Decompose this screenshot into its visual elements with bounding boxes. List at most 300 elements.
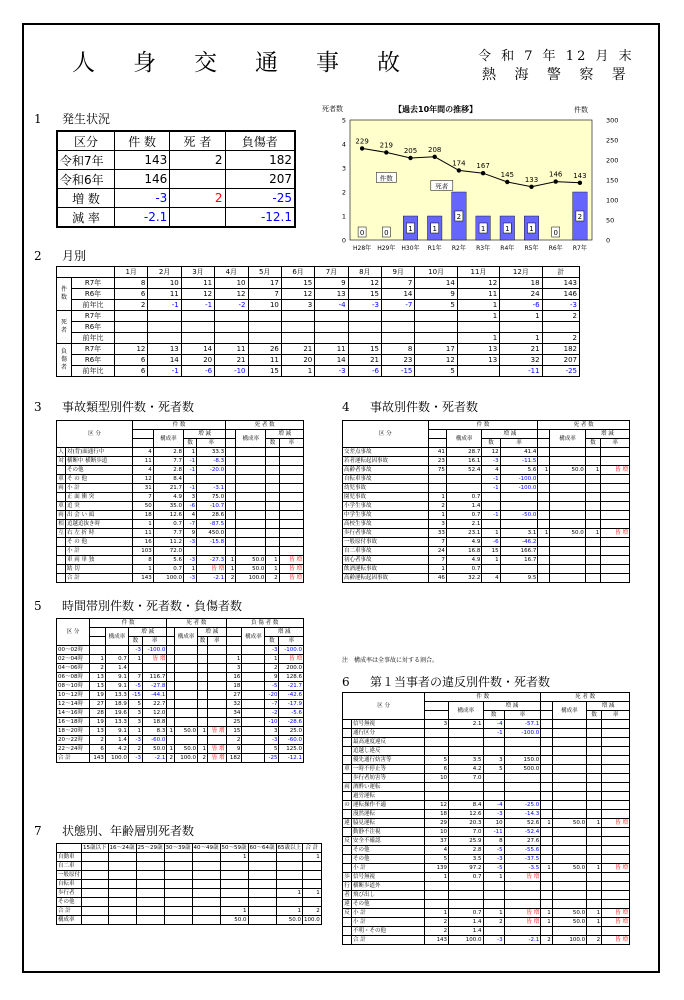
table-row — [343, 574, 630, 583]
cell: 16～24歳 — [109, 845, 135, 851]
cell — [197, 475, 226, 484]
cell: 1 — [457, 300, 499, 311]
cell — [281, 333, 314, 344]
cell — [220, 889, 248, 898]
cell: 13.3 — [105, 691, 128, 700]
cell — [585, 484, 601, 493]
cell — [108, 880, 136, 889]
cell — [248, 333, 281, 344]
cell: 小学生事故 — [343, 502, 429, 511]
cell: 500.0 — [504, 765, 541, 774]
cell: 4 — [132, 448, 153, 457]
cell — [483, 747, 504, 756]
cell: 18 — [425, 810, 449, 819]
cell — [538, 511, 550, 520]
cell: 率 — [279, 439, 303, 448]
cell: 50 — [132, 502, 153, 511]
cell: 15 — [248, 366, 281, 377]
table-row — [57, 493, 304, 502]
cell — [266, 547, 279, 556]
cell — [82, 853, 109, 862]
chart-title: 【過去10年間の推移】 — [394, 105, 478, 114]
cell: 50.0 — [550, 529, 586, 538]
cell — [89, 637, 105, 646]
cell: 率 — [142, 637, 166, 646]
cell: 1 — [541, 819, 552, 828]
cell — [82, 871, 109, 880]
cell — [538, 439, 550, 448]
cell: 2.8 — [449, 846, 483, 855]
cell: 3 — [281, 300, 314, 311]
cell: 対(背)面通行中 — [66, 448, 133, 457]
cell: 4.2 — [449, 765, 483, 774]
cell: -10 — [215, 366, 248, 377]
cell: -3 — [183, 574, 196, 583]
cell — [541, 738, 552, 747]
cell — [504, 738, 541, 747]
cell — [602, 891, 630, 900]
cell: 50.0 — [142, 745, 166, 754]
cell — [483, 783, 504, 792]
cell — [602, 882, 630, 891]
section-6-heading: 6 第１当事者の違反別件数・死者数 — [342, 675, 551, 689]
cell: 計 — [542, 267, 579, 278]
cases-point — [360, 146, 364, 150]
cell — [82, 889, 109, 898]
cell: -44.1 — [142, 691, 166, 700]
cell: 50～59歳 — [221, 845, 247, 851]
x-tick-label: H30年 — [401, 245, 420, 252]
cell: 7.0 — [449, 828, 483, 837]
cell: 一時不停止等 — [352, 765, 425, 774]
cell — [215, 333, 248, 344]
cell: 3 — [128, 709, 142, 718]
cell: 5月 — [248, 267, 281, 278]
cell: 37 — [425, 837, 449, 846]
cell — [226, 475, 236, 484]
cell — [585, 574, 601, 583]
cell: 21.7 — [153, 484, 183, 493]
cell — [197, 700, 207, 709]
cell: 13.3 — [105, 718, 128, 727]
cell — [538, 448, 550, 457]
death-data-label: 1 — [432, 225, 437, 233]
cell — [601, 502, 630, 511]
cell: 区 分 — [343, 693, 425, 720]
cell: -12.1 — [279, 754, 304, 763]
death-data-label: 0 — [359, 229, 365, 237]
cell: 4.9 — [446, 538, 482, 547]
cell — [585, 538, 601, 547]
cell: 負傷者 — [57, 344, 72, 377]
cell — [552, 729, 586, 738]
cell — [552, 792, 586, 801]
cell: 5 — [425, 855, 449, 864]
legend-deaths-label: 死者 — [435, 182, 449, 191]
cell: 28.6 — [197, 511, 226, 520]
cell: 2 — [587, 936, 602, 945]
x-tick-label: R2年 — [451, 245, 466, 252]
right-tick-label: 300 — [606, 116, 619, 125]
cell — [602, 855, 630, 864]
cell: 横断歩道外 — [352, 882, 425, 891]
table-row — [57, 278, 580, 289]
cell: 皆 増 — [602, 918, 630, 927]
cell: 12 — [457, 278, 499, 289]
cell: 初心者事故 — [343, 556, 429, 565]
cell — [181, 311, 214, 322]
cell — [174, 673, 197, 682]
cell: 数 — [585, 439, 601, 448]
cell: -3 — [348, 300, 381, 311]
cell — [226, 448, 236, 457]
cell: 14～16時 — [57, 709, 90, 718]
cell — [279, 457, 303, 466]
cell: 5 — [425, 756, 449, 765]
table-row — [343, 900, 630, 909]
cell — [108, 889, 136, 898]
cell: -6 — [500, 300, 542, 311]
cell: 自二車事故 — [343, 547, 429, 556]
table-row — [57, 556, 304, 565]
cell — [550, 538, 586, 547]
cell — [183, 547, 196, 556]
cell — [587, 720, 602, 729]
cell — [248, 853, 276, 862]
cell: -7 — [382, 300, 415, 311]
cell — [585, 502, 601, 511]
cell — [550, 457, 586, 466]
cell: 2 — [115, 300, 148, 311]
cell: 10～12時 — [57, 691, 90, 700]
cell — [89, 628, 105, 637]
cell: 8 — [483, 837, 504, 846]
cell — [174, 700, 197, 709]
cell: 漫然運転 — [352, 810, 425, 819]
cell: -100.0 — [279, 646, 304, 655]
table-row — [57, 511, 304, 520]
cell: -2.1 — [115, 208, 170, 228]
table-row — [57, 457, 304, 466]
cell: 通行区分 — [352, 729, 425, 738]
cell: -60.0 — [279, 736, 304, 745]
cell: 1 — [541, 909, 552, 918]
cell: 信号無視 — [352, 720, 425, 729]
cell: 6 — [425, 765, 449, 774]
cell: 17 — [415, 344, 457, 355]
table-row — [57, 322, 580, 333]
cell — [105, 646, 128, 655]
cell — [315, 322, 348, 333]
cell — [415, 322, 457, 333]
cell: 16 — [226, 673, 242, 682]
cell — [192, 898, 220, 907]
cell — [167, 646, 175, 655]
cell: 構成率 — [153, 430, 183, 448]
cell: 2 — [226, 574, 236, 583]
cell — [550, 511, 586, 520]
table-row — [343, 828, 630, 837]
cell: 数 — [266, 439, 279, 448]
cell: -2 — [215, 300, 248, 311]
cell: 1 — [266, 565, 279, 574]
cell — [192, 916, 220, 925]
state-age-table — [56, 843, 322, 925]
cell — [220, 880, 248, 889]
cell: -3 — [115, 189, 170, 208]
cell: 件数 — [57, 278, 72, 311]
cell: -4 — [483, 720, 504, 729]
cell — [483, 891, 504, 900]
cell: 200.0 — [279, 664, 304, 673]
cell — [266, 493, 279, 502]
cell: 0.7 — [153, 520, 183, 529]
cell — [167, 691, 175, 700]
cell: -3 — [128, 736, 142, 745]
cell — [552, 801, 586, 810]
cell: 6 — [115, 289, 148, 300]
cell: 11月 — [457, 267, 499, 278]
cell — [587, 828, 602, 837]
cell: 0.7 — [449, 909, 483, 918]
cell: 16.7 — [500, 556, 538, 565]
cell: 高校生事故 — [343, 520, 429, 529]
cases-point — [457, 168, 461, 172]
cell — [207, 664, 226, 673]
cell — [315, 333, 348, 344]
cases-data-label: 146 — [549, 170, 563, 179]
cases-data-label: 133 — [524, 175, 539, 184]
cell — [541, 747, 552, 756]
cell: 15 — [348, 344, 381, 355]
cell — [538, 556, 550, 565]
cell: 中学生事故 — [343, 511, 429, 520]
cell: 反 — [344, 838, 350, 844]
cell — [415, 333, 457, 344]
cell: 自二車 — [57, 862, 82, 871]
page-title: 人身交通事故 — [72, 50, 438, 76]
table-row — [343, 547, 630, 556]
cell — [226, 628, 242, 637]
cell — [550, 574, 586, 583]
cell: 皆 増 — [602, 864, 630, 873]
cell — [220, 871, 248, 880]
cell: 1 — [303, 853, 322, 862]
cell — [279, 502, 303, 511]
cell — [266, 538, 279, 547]
cell: 者 — [344, 892, 350, 898]
cell: 15歳以下 — [83, 845, 107, 851]
table-row — [57, 333, 580, 344]
cell: 皆 増 — [601, 466, 630, 475]
cell — [425, 900, 449, 909]
cell: 2 — [541, 936, 552, 945]
cell: 互 — [58, 530, 64, 536]
cell — [108, 853, 136, 862]
cell — [425, 882, 449, 891]
cell — [602, 720, 630, 729]
cell — [425, 783, 449, 792]
cases-data-label: 167 — [476, 162, 490, 171]
cell — [382, 311, 415, 322]
cell: 8 — [115, 278, 148, 289]
cell — [167, 628, 175, 637]
right-axis-label: 件数 — [574, 106, 588, 114]
cell: 6月 — [281, 267, 314, 278]
cell: 12 — [348, 278, 381, 289]
cell: 数 — [483, 711, 504, 720]
cell — [541, 774, 552, 783]
cell — [279, 448, 303, 457]
cell — [504, 774, 541, 783]
cell — [276, 898, 303, 907]
cell: 450.0 — [197, 529, 226, 538]
table-row — [57, 520, 304, 529]
cell — [541, 891, 552, 900]
cell — [279, 475, 303, 484]
cell: 小 計 — [352, 864, 425, 873]
left-tick-label: 1 — [341, 212, 346, 221]
cell — [174, 736, 197, 745]
cell — [174, 664, 197, 673]
table-row — [57, 754, 304, 763]
table-row — [343, 873, 630, 882]
cell — [226, 529, 236, 538]
cell: 最高速度違反 — [352, 738, 425, 747]
cell: 9.1 — [105, 682, 128, 691]
cell — [136, 907, 164, 916]
cell — [541, 873, 552, 882]
cell — [108, 907, 136, 916]
cell — [266, 511, 279, 520]
cell: 19 — [89, 718, 105, 727]
cell — [552, 882, 586, 891]
cell — [148, 311, 181, 322]
cell — [343, 792, 352, 801]
cell: -2 — [265, 709, 279, 718]
cell — [181, 333, 214, 344]
cell: 歩行者妨害等 — [352, 774, 425, 783]
cell: -3.1 — [197, 484, 226, 493]
cell — [164, 871, 192, 880]
cell — [601, 448, 630, 457]
cell — [504, 792, 541, 801]
cell: -12.1 — [225, 208, 295, 228]
cell: 4.9 — [153, 493, 183, 502]
right-tick-label: 100 — [606, 196, 619, 205]
cell: 11 — [181, 278, 214, 289]
table-row — [57, 475, 304, 484]
cell — [174, 691, 197, 700]
cell — [602, 792, 630, 801]
table-row — [57, 682, 304, 691]
cell: 16.8 — [446, 547, 482, 556]
cell — [132, 430, 153, 439]
cell — [192, 889, 220, 898]
cell — [587, 774, 602, 783]
cases-point — [529, 185, 533, 189]
cell — [242, 673, 265, 682]
trend-chart — [322, 100, 640, 260]
cell: 50.0 — [174, 745, 197, 754]
cell: -7 — [183, 520, 196, 529]
cell: 2.8 — [153, 448, 183, 457]
cell: 14 — [148, 355, 181, 366]
cell: 34 — [226, 709, 242, 718]
cell: 25～29歳 — [137, 845, 163, 851]
cell: 26 — [248, 344, 281, 355]
cell: 150.0 — [504, 756, 541, 765]
cell — [585, 511, 601, 520]
cell: 2 — [265, 664, 279, 673]
cell: 1 — [281, 366, 314, 377]
cell: -11.5 — [500, 457, 538, 466]
section-5-heading: 5 時間帯別件数・死者数・負傷者数 — [34, 599, 243, 613]
cell: -17.9 — [279, 700, 304, 709]
cell: 10月 — [415, 267, 457, 278]
cell: 10 — [425, 828, 449, 837]
right-tick-label: 0 — [606, 236, 611, 245]
table-row — [343, 511, 630, 520]
right-tick-label: 250 — [606, 136, 619, 145]
cases-point — [481, 171, 485, 175]
cell: その他 — [66, 466, 133, 475]
cell — [601, 520, 630, 529]
table-row — [57, 151, 295, 170]
cell: 対 — [58, 458, 64, 464]
x-tick-label: H28年 — [353, 245, 372, 252]
cell — [552, 828, 586, 837]
cell — [602, 900, 630, 909]
cell — [207, 700, 226, 709]
cell: 2 — [428, 502, 446, 511]
cell: 8 — [382, 344, 415, 355]
cell: 13 — [148, 344, 181, 355]
cell — [602, 846, 630, 855]
cell: -60.0 — [142, 736, 166, 745]
cell — [538, 565, 550, 574]
cell: 8 — [132, 556, 153, 565]
cell: 3.5 — [449, 756, 483, 765]
cell — [587, 810, 602, 819]
cases-data-label: 174 — [452, 159, 466, 168]
cell — [446, 475, 482, 484]
cell: 2 — [226, 736, 242, 745]
cell — [164, 907, 192, 916]
cell — [167, 718, 175, 727]
cell — [236, 448, 266, 457]
cell: 増 減 — [266, 430, 304, 439]
cell — [174, 646, 197, 655]
cell: 1 — [276, 907, 303, 916]
cell — [552, 900, 586, 909]
cell — [248, 880, 276, 889]
death-data-label: 2 — [577, 213, 583, 221]
cell: 件 数 — [428, 421, 538, 430]
cell: -5 — [128, 682, 142, 691]
cell — [602, 729, 630, 738]
cell: 1 — [482, 529, 500, 538]
cell — [602, 756, 630, 765]
death-data-label: 1 — [480, 225, 486, 233]
cell: 合 計 — [57, 907, 82, 916]
cell — [281, 311, 314, 322]
table-row — [343, 457, 630, 466]
cell: 4.2 — [105, 745, 128, 754]
cell: 128.6 — [279, 673, 304, 682]
cell: 13 — [457, 355, 499, 366]
cell: 率 — [504, 711, 541, 720]
